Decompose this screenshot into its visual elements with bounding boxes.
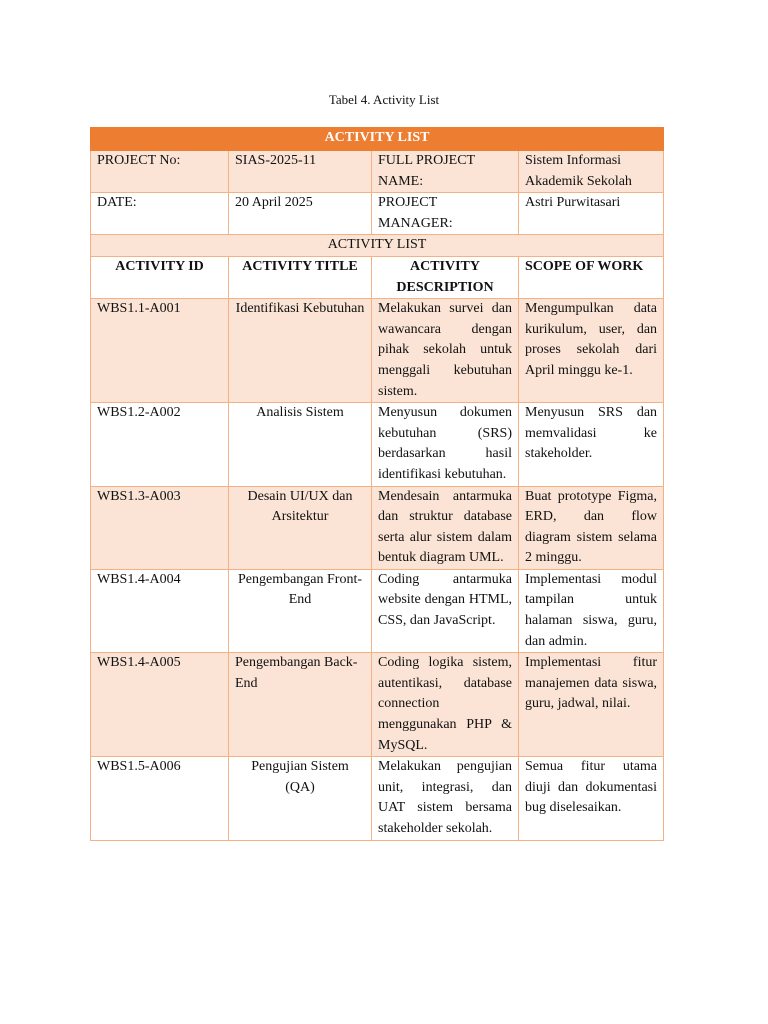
project-manager-value: Astri Purwitasari: [519, 193, 664, 235]
table-row: [91, 486, 664, 569]
activity-title-cell: Desain UI/UX dan Arsitektur: [229, 486, 372, 569]
activity-id-cell: WBS1.5-A006: [91, 757, 229, 840]
scope-of-work-cell: Menyusun SRS dan memvalidasi ke stakeholder.: [519, 403, 664, 486]
project-no-label: PROJECT No:: [91, 151, 229, 193]
activity-id-cell: WBS1.1-A001: [91, 299, 229, 403]
activity-id-cell: WBS1.4-A005: [91, 653, 229, 757]
scope-of-work-cell: Implementasi modul tampilan untuk halaman siswa, guru, dan admin.: [519, 569, 664, 652]
table-title-row: [91, 128, 664, 151]
full-project-name-label: FULL PROJECT NAME:: [372, 151, 519, 193]
activity-id-cell: WBS1.2-A002: [91, 403, 229, 486]
activity-description-cell: Melakukan pengujian unit, integrasi, dan UAT sistem bersama stakeholder sekolah.: [372, 757, 519, 840]
column-header-scope-of-work: SCOPE OF WORK: [519, 256, 664, 298]
section-title-row: [91, 235, 664, 257]
scope-of-work-cell: Semua fitur utama diuji dan dokumentasi bug diselesaikan.: [519, 757, 664, 840]
table-caption: Tabel 4. Activity List: [328, 92, 440, 107]
activity-list-table: [90, 127, 664, 841]
table-row: [91, 653, 664, 757]
scope-of-work-cell: Implementasi fitur manajemen data siswa, guru, jadwal, nilai.: [519, 653, 664, 757]
activity-title-cell: Pengembangan Back-End: [229, 653, 372, 757]
table-row: [91, 299, 664, 403]
table-row: [91, 403, 664, 486]
activity-title-cell: Pengujian Sistem (QA): [229, 757, 372, 840]
activity-id-cell: WBS1.4-A004: [91, 569, 229, 652]
full-project-name-value: Sistem Informasi Akademik Sekolah: [519, 151, 664, 193]
date-manager-row: [91, 193, 664, 235]
column-header-activity-description: ACTIVITY DESCRIPTION: [372, 256, 519, 298]
project-info-row: [91, 151, 664, 193]
activity-description-cell: Melakukan survei dan wawancara dengan pihak sekolah untuk menggali kebutuhan sistem.: [372, 299, 519, 403]
activity-description-cell: Coding logika sistem, autentikasi, database connection menggunakan PHP & MySQL.: [372, 653, 519, 757]
project-manager-label: PROJECT MANAGER:: [372, 193, 519, 235]
activity-title-cell: Pengembangan Front-End: [229, 569, 372, 652]
date-value: 20 April 2025: [229, 193, 372, 235]
project-no-value: SIAS-2025-11: [229, 151, 372, 193]
activity-description-cell: Mendesain antarmuka dan struktur database serta alur sistem dalam bentuk diagram UML.: [372, 486, 519, 569]
scope-of-work-cell: Mengumpulkan data kurikulum, user, dan proses sekolah dari April minggu ke-1.: [519, 299, 664, 403]
column-header-row: [91, 256, 664, 298]
activity-description-cell: Coding antarmuka website dengan HTML, CSS, dan JavaScript.: [372, 569, 519, 652]
table-title: ACTIVITY LIST: [91, 128, 664, 151]
column-header-activity-id: ACTIVITY ID: [91, 256, 229, 298]
section-title: ACTIVITY LIST: [91, 235, 664, 257]
table-row: [91, 569, 664, 652]
table-row: [91, 757, 664, 840]
column-header-activity-title: ACTIVITY TITLE: [229, 256, 372, 298]
activity-id-cell: WBS1.3-A003: [91, 486, 229, 569]
activity-title-cell: Identifikasi Kebutuhan: [229, 299, 372, 403]
activity-title-cell: Analisis Sistem: [229, 403, 372, 486]
scope-of-work-cell: Buat prototype Figma, ERD, dan flow diagram sistem selama 2 minggu.: [519, 486, 664, 569]
date-label: DATE:: [91, 193, 229, 235]
activity-description-cell: Menyusun dokumen kebutuhan (SRS) berdasarkan hasil identifikasi kebutuhan.: [372, 403, 519, 486]
